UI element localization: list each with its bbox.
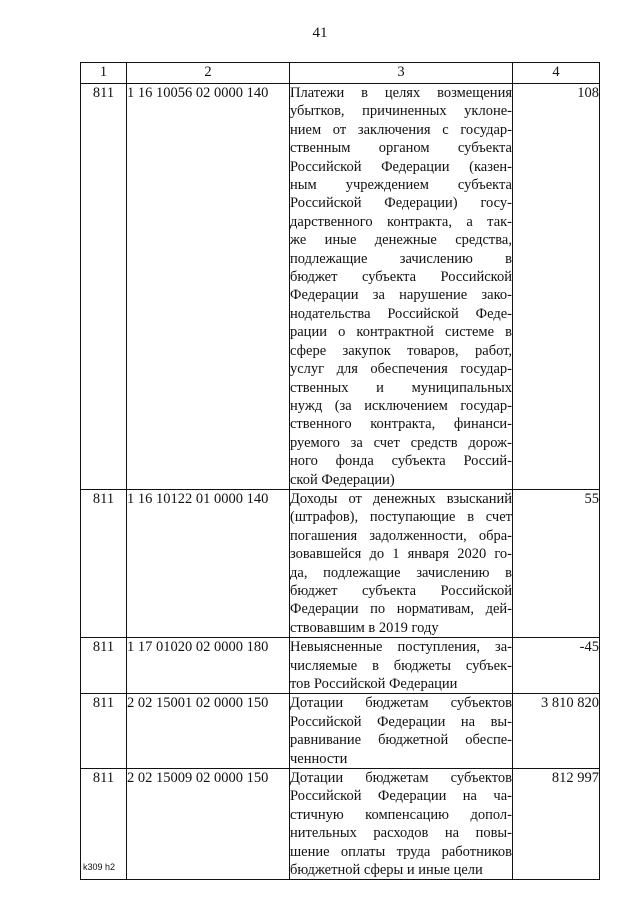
budget-classification-code-cell: 1 16 10056 02 0000 140	[127, 84, 290, 490]
table-row	[81, 489, 600, 637]
revenue-description-cell	[290, 84, 513, 490]
description-line: тов Российской Федерации	[290, 676, 458, 692]
admin-code-cell: 811	[81, 84, 127, 490]
description-line: ного фонда субъекта Россий-	[290, 453, 512, 470]
table-row	[81, 638, 600, 694]
revenue-description-cell	[290, 489, 513, 637]
description-line: нодательства Российской Феде-	[290, 305, 512, 322]
table-row	[81, 84, 600, 490]
description-line: Российской Федерации) госу-	[290, 195, 512, 212]
amount-cell: -45	[513, 638, 600, 694]
description-line: ствовавшим в 2019 году	[290, 619, 439, 636]
header-col-4: 4	[513, 63, 600, 84]
table-header-row	[81, 63, 600, 84]
description-line: Дотации бюджетам субъектов	[290, 770, 512, 787]
description-line: ченности	[290, 750, 348, 767]
description-line: Федерации по нормативам, дей-	[290, 601, 512, 618]
page-number: 41	[312, 25, 328, 41]
admin-code-cell: 811	[81, 638, 127, 694]
description-line: нием от заключения с государ-	[290, 121, 512, 138]
amount-cell: 812 997	[513, 769, 600, 880]
budget-revenue-table	[80, 62, 600, 880]
header-col-1: 1	[81, 63, 127, 84]
description-line: числяемые в бюджеты субъек-	[290, 657, 512, 674]
description-line: ственных и муниципальных	[290, 379, 512, 396]
table-row	[81, 769, 600, 880]
description-line: бюджет субъекта Российской	[290, 269, 512, 286]
description-line: Доходы от денежных взысканий	[290, 490, 512, 507]
description-line: нужд (за исключением государ-	[290, 397, 512, 414]
amount-cell: 3 810 820	[513, 694, 600, 769]
description-line: убытков, причиненных уклоне-	[290, 103, 512, 120]
budget-classification-code-cell: 1 17 01020 02 0000 180	[127, 638, 290, 694]
description-line: рации о контрактной системе в	[290, 324, 512, 341]
description-line: услуг для обеспечения государ-	[290, 361, 512, 378]
description-line: Дотации бюджетам субъектов	[290, 695, 512, 712]
description-line: стичную компенсацию допол-	[290, 806, 512, 823]
description-line: бюджет субъекта Российской	[290, 582, 512, 599]
revenue-description-cell	[290, 638, 513, 694]
description-line: ственным органом субъекта	[290, 140, 512, 157]
description-line: Российской Федерации на ча-	[290, 788, 512, 805]
description-line: нительных расходов на повы-	[290, 825, 512, 842]
header-col-2: 2	[127, 63, 290, 84]
header-col-3: 3	[290, 63, 513, 84]
description-line: (штрафов), поступающие в счет	[290, 509, 512, 526]
footer-code: k309 h2	[83, 862, 116, 872]
description-line: Федерации за нарушение зако-	[290, 287, 512, 304]
description-line: Платежи в целях возмещения	[290, 85, 512, 101]
table-body	[81, 84, 600, 880]
description-line: равнивание бюджетной обеспе-	[290, 732, 512, 749]
description-line: да, подлежащие зачислению в	[290, 564, 512, 581]
description-line: подлежащие зачислению в	[290, 250, 512, 267]
description-line: ской Федерации)	[290, 471, 395, 488]
description-line: дарственного контракта, а так-	[290, 213, 512, 230]
description-line: шение оплаты труда работников	[290, 843, 512, 860]
description-line: руемого за счет средств дорож-	[290, 434, 512, 451]
budget-classification-code-cell: 2 02 15009 02 0000 150	[127, 769, 290, 880]
description-line: зовавшейся до 1 января 2020 го-	[290, 546, 512, 563]
description-line: ственного контракта, финанси-	[290, 416, 512, 433]
table-row	[81, 694, 600, 769]
description-line: Российской Федерации на вы-	[290, 713, 512, 730]
description-line: ным учреждением субъекта	[290, 177, 512, 194]
revenue-description-cell	[290, 769, 513, 880]
description-line: погашения задолженности, обра-	[290, 527, 512, 544]
budget-classification-code-cell: 2 02 15001 02 0000 150	[127, 694, 290, 769]
admin-code-cell: 811	[81, 769, 127, 880]
budget-classification-code-cell: 1 16 10122 01 0000 140	[127, 489, 290, 637]
admin-code-cell: 811	[81, 489, 127, 637]
description-line: сфере закупок товаров, работ,	[290, 342, 512, 359]
amount-cell: 108	[513, 84, 600, 490]
revenue-description-cell	[290, 694, 513, 769]
admin-code-cell: 811	[81, 694, 127, 769]
amount-cell: 55	[513, 489, 600, 637]
description-line: Российской Федерации (казен-	[290, 158, 512, 175]
description-line: Невыясненные поступления, за-	[290, 639, 512, 656]
description-line: же иные денежные средства,	[290, 232, 512, 249]
description-line: бюджетной сферы и иные цели	[290, 862, 483, 879]
